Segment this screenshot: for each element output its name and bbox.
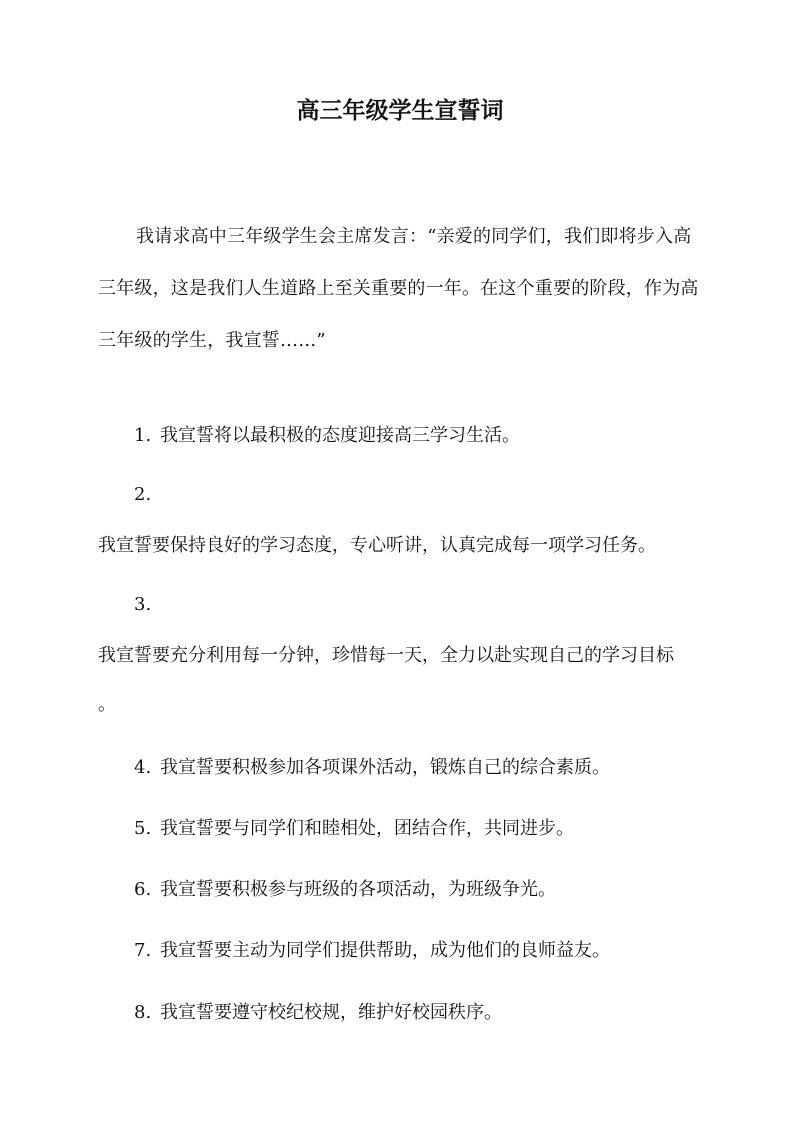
list-item-3-tail: 。: [98, 694, 116, 715]
list-item-number: 4.: [134, 757, 152, 778]
list-item-number: 6.: [134, 879, 152, 900]
list-item-3-number: [134, 590, 160, 620]
list-item-text: 我宣誓将以最积极的态度迎接高三学习生活。: [160, 425, 520, 446]
list-item-text: 我宣誓要与同学们和睦相处，团结合作，共同进步。: [160, 818, 574, 839]
document-title: 高三年级学生宣誓词: [296, 97, 504, 124]
list-item-1: [134, 421, 520, 451]
list-item-number: 7.: [134, 940, 152, 961]
list-item-text: 我宣誓要主动为同学们提供帮助，成为他们的良师益友。: [160, 940, 610, 961]
list-item-number: 5.: [134, 818, 152, 839]
list-item-text: 我宣誓要积极参与班级的各项活动，为班级争光。: [160, 879, 556, 900]
list-item-3-text: 我宣誓要充分利用每一分钟，珍惜每一天，全力以赴实现自己的学习目标: [98, 645, 674, 666]
list-item-number: 8.: [134, 1002, 152, 1023]
list-item-number: 2.: [134, 484, 152, 505]
list-item-8: [134, 998, 502, 1028]
list-item-text: 我宣誓要遵守校纪校规，维护好校园秩序。: [160, 1002, 502, 1023]
list-item-6: [134, 875, 556, 905]
list-item-text: 我宣誓要积极参加各项课外活动，锻炼自己的综合素质。: [160, 757, 610, 778]
list-item-number: 3.: [134, 594, 152, 615]
list-item-5: [134, 814, 574, 844]
list-item-4: [134, 753, 610, 783]
list-item-7: [134, 936, 610, 966]
list-item-number: 1.: [134, 425, 152, 446]
intro-paragraph: 我请求高中三年级学生会主席发言：“亲爱的同学们，我们即将步入高三年级，这是我们人生道路上至关重要的一年。在这个重要的阶段，作为高三年级的学生，我宣誓……”: [98, 226, 699, 351]
list-item-2-text: 我宣誓要保持良好的学习态度，专心听讲，认真完成每一项学习任务。: [98, 535, 656, 556]
list-item-2-number: [134, 480, 160, 510]
